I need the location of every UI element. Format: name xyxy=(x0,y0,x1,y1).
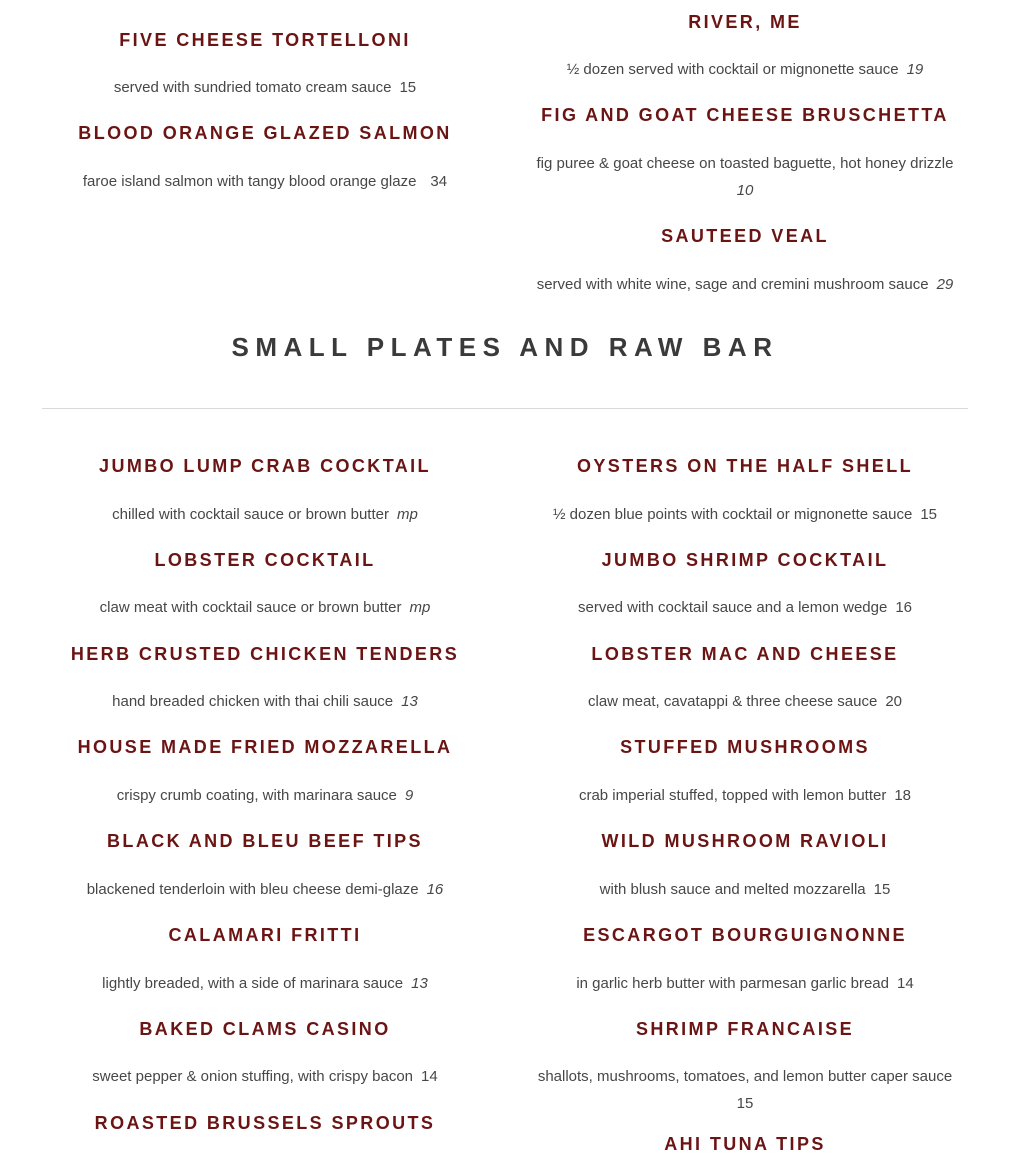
menu-item-desc-text: in garlic herb butter with parmesan garlic bread xyxy=(576,975,889,992)
menu-item-desc-text: fig puree & goat cheese on toasted baguette, hot honey drizzle xyxy=(536,155,954,172)
menu-item-title: JUMBO LUMP CRAB COCKTAIL xyxy=(99,456,431,476)
menu-item-description xyxy=(510,271,980,298)
menu-item-desc-text: with blush sauce and melted mozzarella xyxy=(599,881,866,898)
menu-item-desc-text: claw meat with cocktail sauce or brown butter xyxy=(99,599,402,616)
menu-item-title: LOBSTER COCKTAIL xyxy=(154,550,376,570)
menu-item-title: STUFFED MUSHROOMS xyxy=(620,737,870,757)
menu-item-desc-text: ½ dozen blue points with cocktail or mignonette sauce xyxy=(552,506,913,523)
menu-item-price: 29 xyxy=(936,276,954,293)
menu-item-title: ROASTED BRUSSELS SPROUTS xyxy=(94,1113,436,1133)
menu-item-title: CALAMARI FRITTI xyxy=(168,925,362,945)
menu-item-price: 14 xyxy=(896,975,914,992)
menu-item-title: SAUTEED VEAL xyxy=(661,226,829,246)
menu-item-description xyxy=(510,782,980,809)
menu-item-price: 16 xyxy=(426,881,444,898)
menu-item-description xyxy=(30,501,500,528)
menu-item-price: mp xyxy=(396,506,418,523)
menu-item-price: 18 xyxy=(894,787,912,804)
menu-item-description xyxy=(525,150,965,204)
menu-item-description xyxy=(30,970,500,997)
menu-item-desc-text: faroe island salmon with tangy blood orange glaze xyxy=(82,173,417,190)
menu-item-desc-text: chilled with cocktail sauce or brown butter xyxy=(112,506,389,523)
menu-item-description xyxy=(30,74,500,101)
menu-item-title: FIG AND GOAT CHEESE BRUSCHETTA xyxy=(541,105,949,125)
menu-item-price: 15 xyxy=(920,506,938,523)
menu-item-description xyxy=(30,876,500,903)
menu-item-description xyxy=(520,1063,970,1117)
menu-item-price: 16 xyxy=(895,599,913,616)
menu-item-title: BLACK AND BLEU BEEF TIPS xyxy=(107,831,423,851)
menu-item-price: 13 xyxy=(401,693,418,710)
menu-item-price: 14 xyxy=(421,1068,438,1085)
menu-item-price: 15 xyxy=(399,79,417,96)
menu-item-description xyxy=(30,168,500,195)
menu-item-desc-text: crispy crumb coating, with marinara sauce xyxy=(116,787,397,804)
menu-item-title: BLOOD ORANGE GLAZED SALMON xyxy=(78,123,452,143)
menu-item-description xyxy=(510,56,980,83)
menu-item-price: 34 xyxy=(430,173,448,190)
menu-item-title: FIVE CHEESE TORTELLONI xyxy=(119,30,411,50)
menu-item-description xyxy=(30,594,500,621)
section-title: SMALL PLATES AND RAW BAR xyxy=(231,332,779,362)
menu-item-description xyxy=(30,782,500,809)
menu-item-desc-text: served with sundried tomato cream sauce xyxy=(113,79,392,96)
menu-item-desc-text: served with cocktail sauce and a lemon wedge xyxy=(577,599,888,616)
menu-item-title: LOBSTER MAC AND CHEESE xyxy=(591,644,899,664)
menu-item-description xyxy=(510,594,980,621)
menu-item-desc-text: served with white wine, sage and cremini mushroom sauce xyxy=(536,276,929,293)
menu-item-description xyxy=(30,688,500,715)
menu-item-description xyxy=(510,876,980,903)
menu-item-description xyxy=(510,501,980,528)
menu-item-price: 20 xyxy=(885,693,903,710)
menu-item-title: RIVER, ME xyxy=(688,12,802,32)
menu-item-title: HERB CRUSTED CHICKEN TENDERS xyxy=(70,644,460,664)
menu-item-title: ESCARGOT BOURGUIGNONNE xyxy=(583,925,907,945)
menu-item-desc-text: ½ dozen served with cocktail or mignonette sauce xyxy=(566,61,899,78)
menu-item-desc-text: blackened tenderloin with bleu cheese demi-glaze xyxy=(86,881,419,898)
menu-item-description xyxy=(510,688,980,715)
menu-item-price: 15 xyxy=(873,881,891,898)
menu-item-desc-text: crab imperial stuffed, topped with lemon butter xyxy=(578,787,887,804)
menu-item-description xyxy=(30,1063,500,1090)
menu-item-desc-text: lightly breaded, with a side of marinara sauce xyxy=(102,975,404,992)
menu-item-title: OYSTERS ON THE HALF SHELL xyxy=(576,456,913,476)
menu-item-title: HOUSE MADE FRIED MOZZARELLA xyxy=(77,737,453,757)
menu-item-price: 15 xyxy=(736,1095,754,1112)
menu-item-price: 19 xyxy=(906,61,924,78)
menu-item-desc-text: hand breaded chicken with thai chili sauce xyxy=(112,693,394,710)
menu-item-desc-text: sweet pepper & onion stuffing, with crispy bacon xyxy=(92,1068,414,1085)
menu-item-price: 13 xyxy=(411,975,428,992)
section-divider xyxy=(42,408,968,409)
menu-item-title: WILD MUSHROOM RAVIOLI xyxy=(601,831,889,851)
menu-item-price: 10 xyxy=(736,182,754,199)
menu-item-price: 9 xyxy=(404,787,414,804)
menu-item-desc-text: shallots, mushrooms, tomatoes, and lemon butter caper sauce xyxy=(537,1068,953,1085)
menu-item-title: SHRIMP FRANCAISE xyxy=(635,1019,855,1039)
menu-item-title: AHI TUNA TIPS xyxy=(664,1134,826,1154)
menu-item-title: JUMBO SHRIMP COCKTAIL xyxy=(601,550,889,570)
menu-item-title: BAKED CLAMS CASINO xyxy=(139,1019,391,1039)
menu-item-price: mp xyxy=(409,599,431,616)
menu-item-desc-text: claw meat, cavatappi & three cheese sauce xyxy=(587,693,878,710)
menu-item-description xyxy=(510,970,980,997)
